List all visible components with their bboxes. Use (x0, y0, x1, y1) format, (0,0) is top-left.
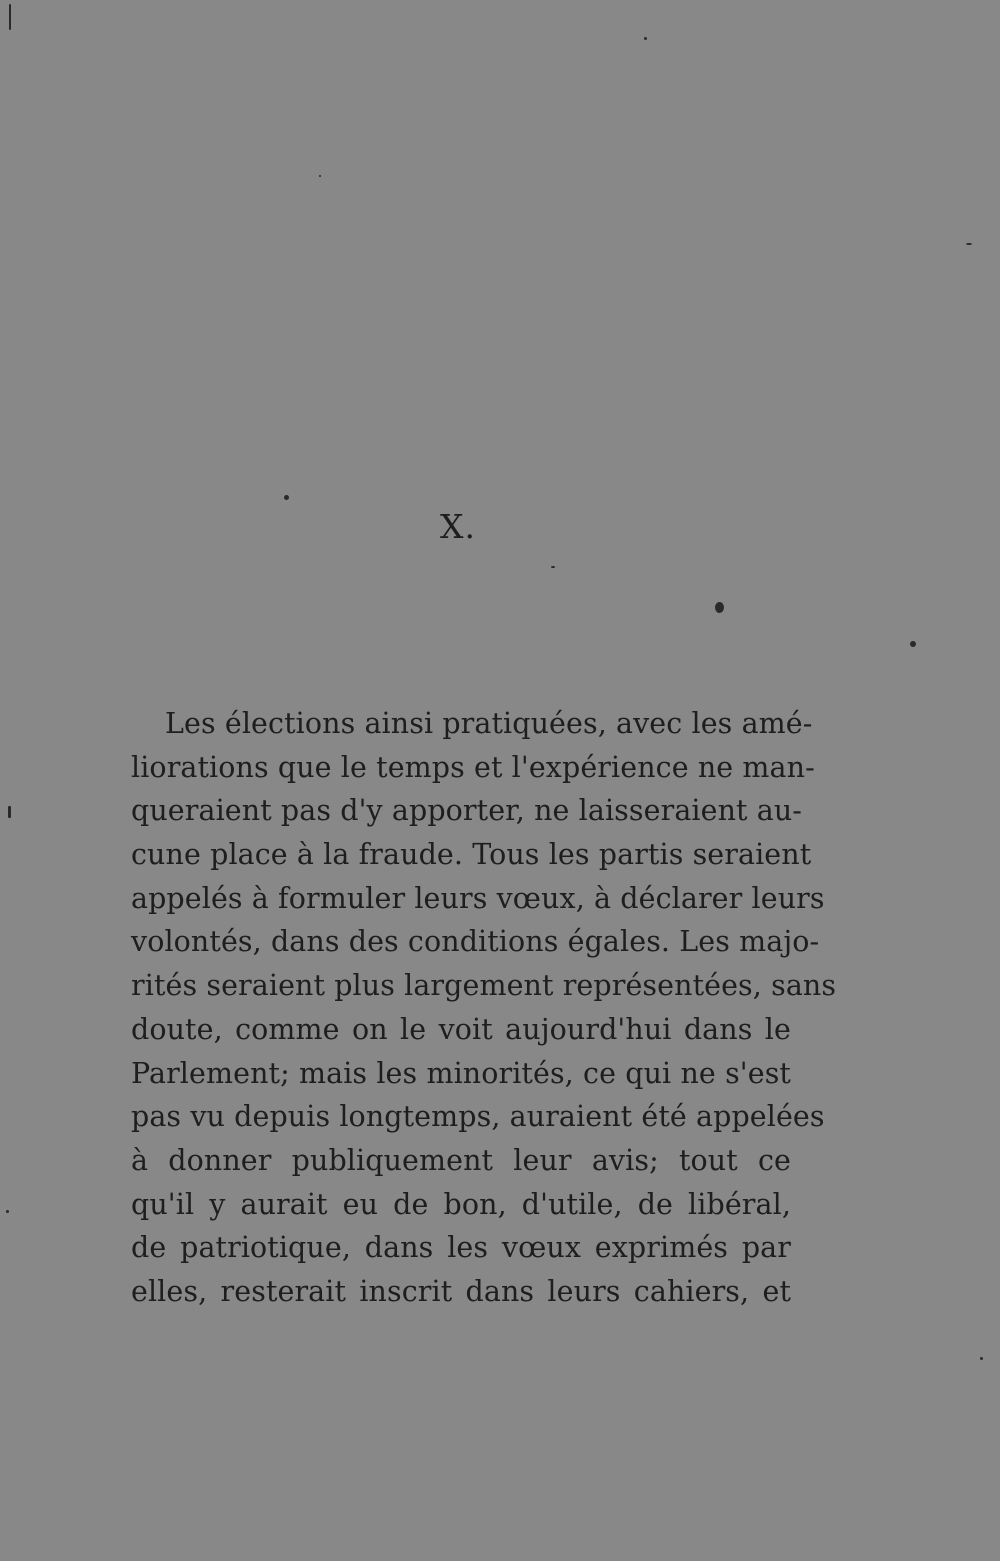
scan-speck (644, 37, 647, 40)
scan-speck (284, 495, 289, 500)
scan-speck (715, 602, 724, 613)
text-line: queraient pas d'y apporter, ne laisseraient au- (131, 794, 803, 828)
chapter-heading: X. (440, 507, 476, 546)
scan-speck (6, 1210, 9, 1213)
scan-speck (9, 4, 11, 30)
text-line: pas vu depuis longtemps, auraient été appelées (131, 1100, 825, 1134)
text-line: de patriotique, dans les vœux exprimés par (131, 1231, 791, 1265)
text-line: cune place à la fraude. Tous les partis seraient (131, 838, 812, 872)
text-line: doute, comme on le voit aujourd'hui dans le (131, 1012, 791, 1046)
scan-speck (319, 175, 321, 177)
scan-speck (551, 566, 555, 568)
text-line: elles, resterait inscrit dans leurs cahiers, et (131, 1274, 791, 1308)
text-line: volontés, dans des conditions égales. Les majo- (131, 925, 820, 959)
text-line: rités seraient plus largement représentées, sans (131, 969, 837, 1003)
text-line: à donner publiquement leur avis; tout ce (131, 1143, 791, 1177)
scan-speck (966, 243, 972, 245)
scan-speck (980, 1357, 983, 1360)
scan-speck (910, 641, 916, 647)
text-line: qu'il y aurait eu de bon, d'utile, de libéral, (131, 1187, 791, 1221)
scan-speck (8, 806, 11, 818)
text-line: appelés à formuler leurs vœux, à déclarer leurs (131, 881, 825, 915)
text-line: Les élections ainsi pratiquées, avec les amé- (165, 707, 813, 740)
text-line: liorations que le temps et l'expérience ne man- (131, 750, 815, 784)
paragraph (131, 702, 837, 1314)
text-line: Parlement; mais les minorités, ce qui ne s'est (131, 1056, 791, 1090)
